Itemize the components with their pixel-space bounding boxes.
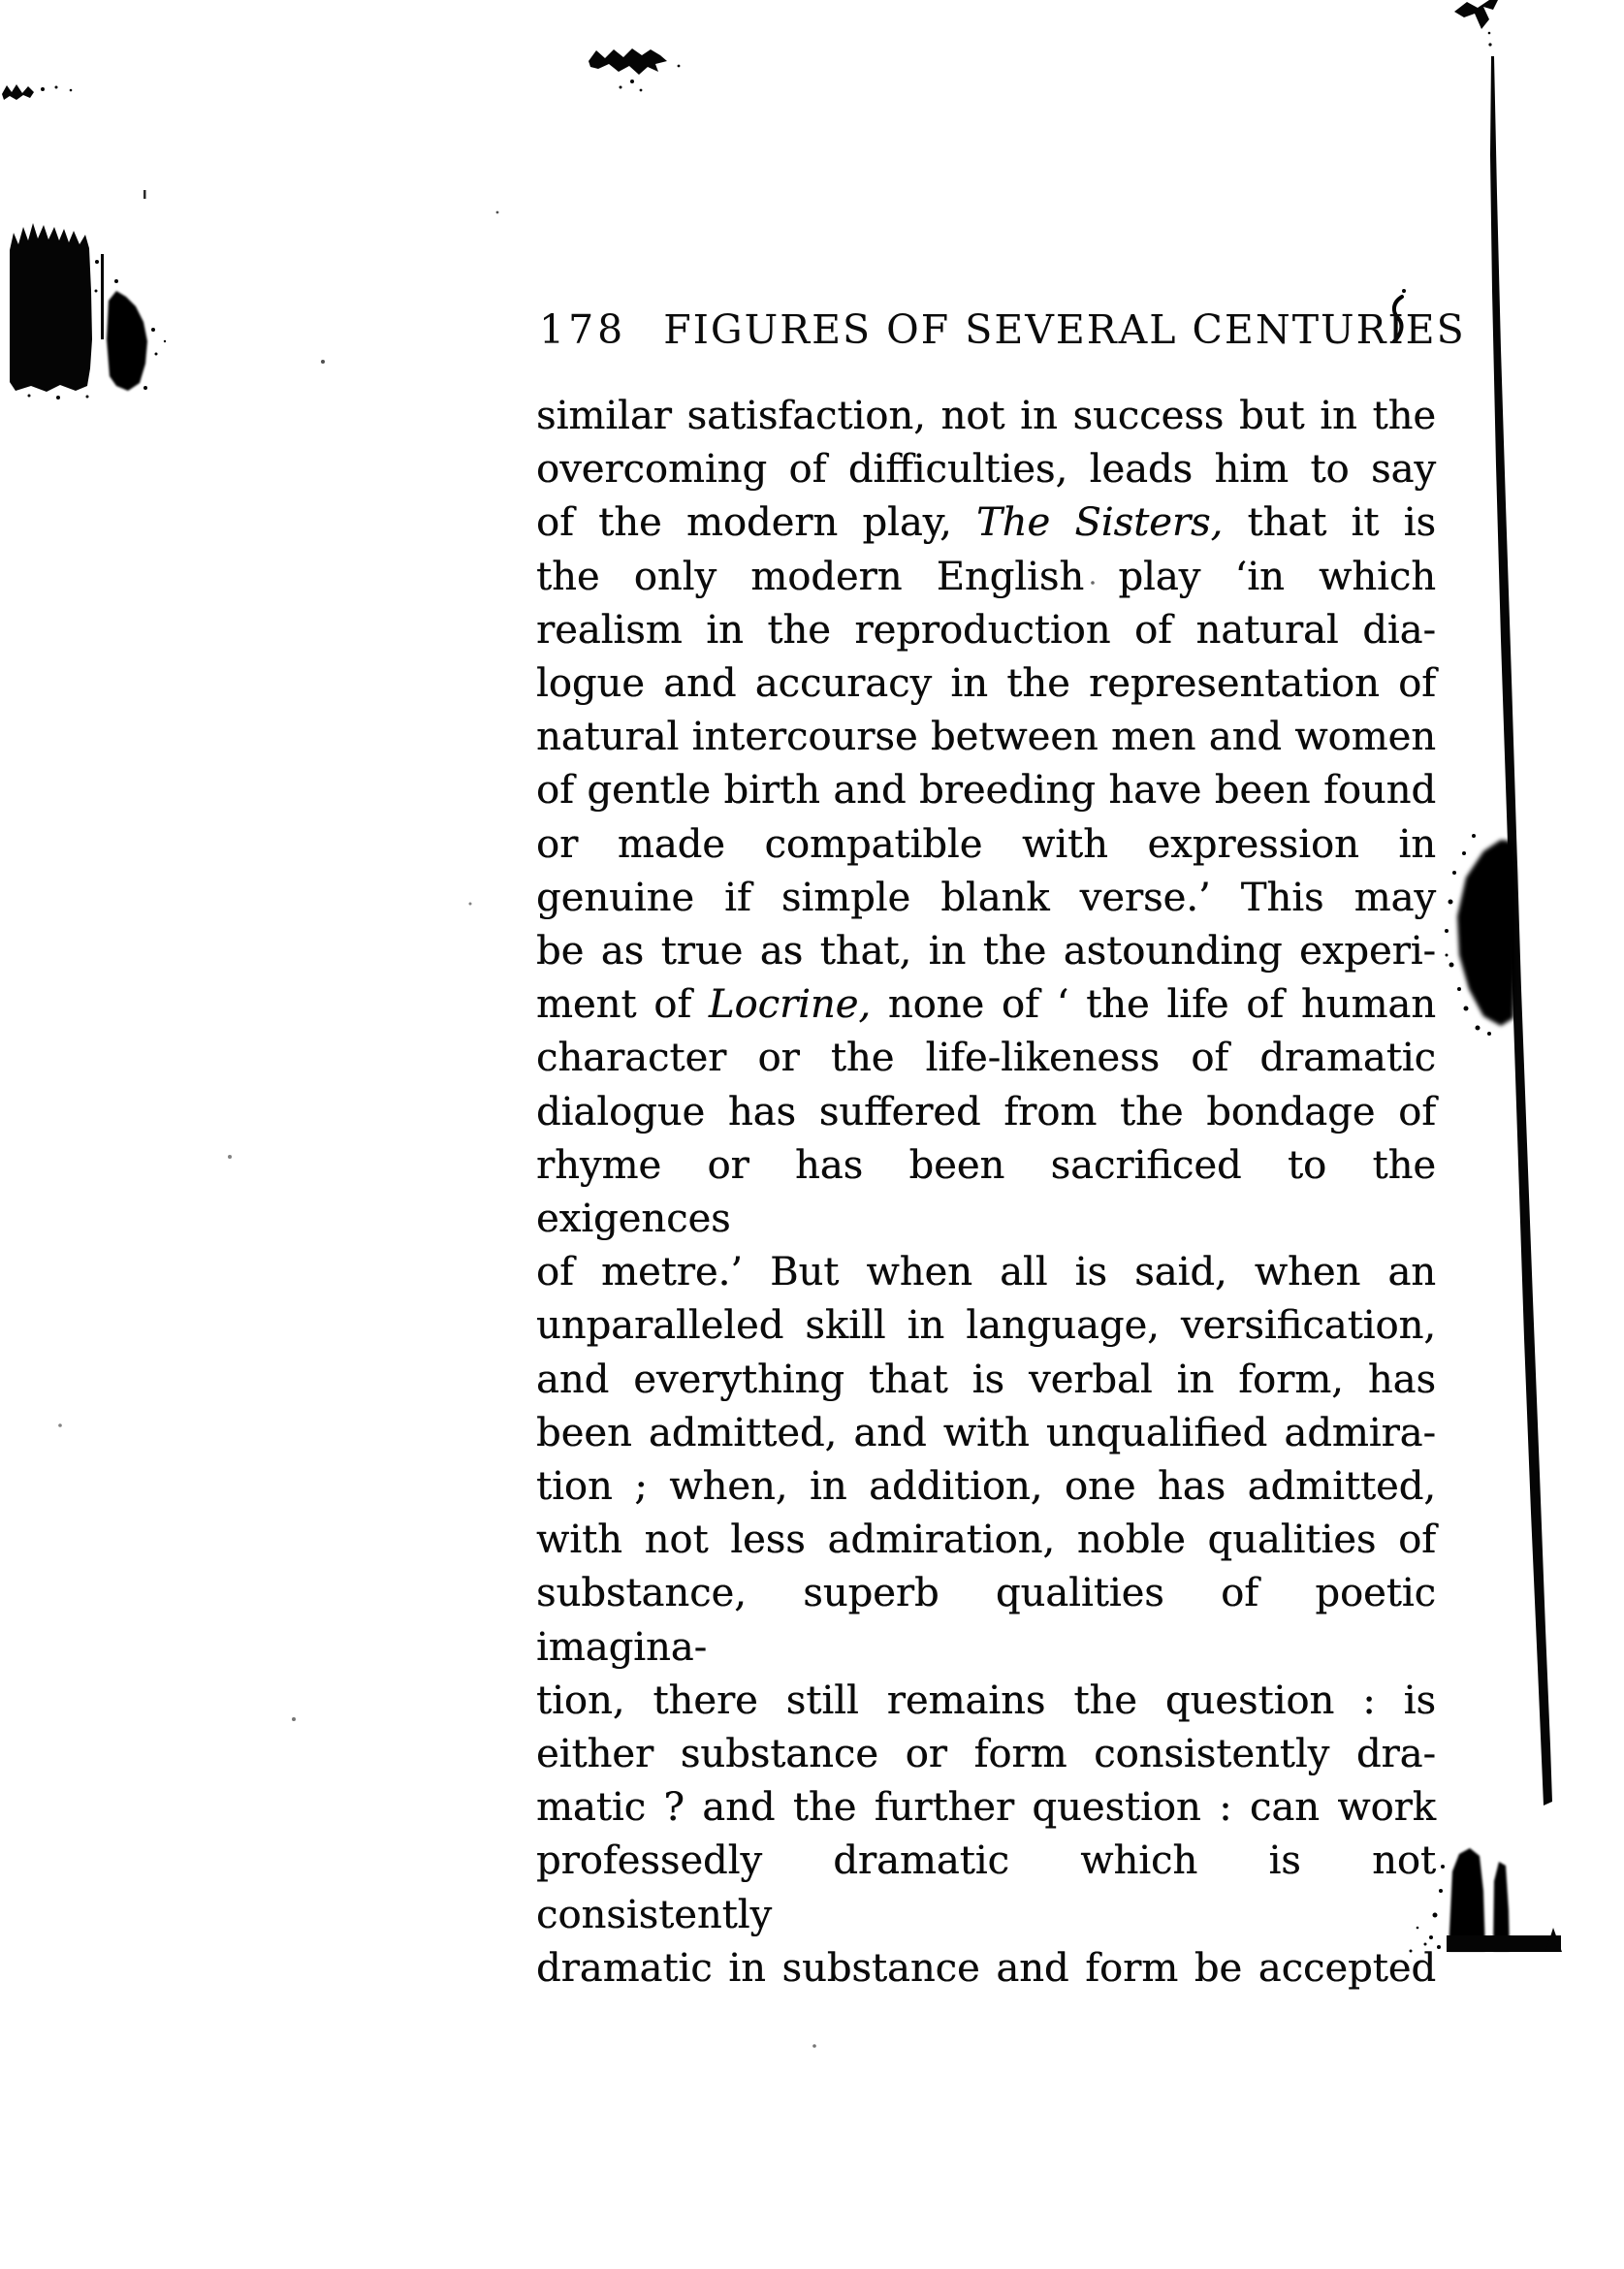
- text-segment: overcoming of difficulties, leads him to say: [536, 447, 1436, 493]
- running-title: FIGURES OF SEVERAL CENTURIES: [663, 306, 1466, 353]
- text-line: [536, 1407, 1436, 1460]
- text-segment: tion ; when, in addition, one has admitted,: [536, 1464, 1436, 1510]
- text-line: [536, 1246, 1436, 1299]
- text-segment: natural intercourse between men and women: [536, 715, 1436, 760]
- text-line: [536, 1086, 1436, 1139]
- text-segment: professedly dramatic which is not consistently: [536, 1838, 1436, 1937]
- text-segment: either substance or form consistently dra-: [536, 1732, 1436, 1777]
- text-line: [536, 1299, 1436, 1353]
- text-segment: ment of: [536, 982, 709, 1028]
- text-line: [536, 443, 1436, 496]
- text-line: [536, 1032, 1436, 1085]
- text-line: [536, 1354, 1436, 1407]
- text-line: [536, 872, 1436, 925]
- body-text: [536, 390, 1436, 1996]
- text-segment: genuine if simple blank verse.’ This may: [536, 875, 1436, 920]
- text-segment: the only modern English play ‘in which: [536, 554, 1436, 599]
- right-margin-ink-blot: [1445, 834, 1515, 1036]
- text-line: [536, 711, 1436, 764]
- page-header: [539, 306, 1466, 353]
- text-line: [536, 1139, 1436, 1246]
- text-segment: that it is: [1223, 500, 1436, 546]
- text-segment: and everything that is verbal in form, has: [536, 1357, 1436, 1402]
- text-line: [536, 604, 1436, 657]
- text-segment: of the modern play,: [536, 500, 976, 546]
- text-line: [536, 1781, 1436, 1835]
- text-line: [536, 818, 1436, 872]
- text-segment: unparalleled skill in language, versification,: [536, 1303, 1436, 1349]
- text-segment: dialogue has suffered from the bondage of: [536, 1089, 1436, 1134]
- text-line: [536, 1728, 1436, 1781]
- text-segment: substance, superb qualities of poetic imagina-: [536, 1571, 1436, 1670]
- text-line: [536, 1835, 1436, 1941]
- text-segment: of metre.’ But when all is said, when an: [536, 1250, 1436, 1295]
- text-line: [536, 657, 1436, 711]
- italic-text-segment: The Sisters,: [975, 500, 1224, 546]
- text-line: [536, 390, 1436, 443]
- text-segment: logue and accuracy in the representation of: [536, 661, 1436, 707]
- left-margin-ink-blot: [10, 223, 166, 399]
- italic-text-segment: Locrine,: [708, 982, 872, 1028]
- text-segment: of gentle birth and breeding have been found: [536, 768, 1436, 814]
- text-line: [536, 1942, 1436, 1996]
- text-line: [536, 1514, 1436, 1567]
- text-segment: be as true as that, in the astounding experi-: [536, 929, 1436, 975]
- text-line: [536, 1460, 1436, 1514]
- text-segment: similar satisfaction, not in success but in the: [536, 394, 1436, 438]
- text-line: [536, 1567, 1436, 1674]
- text-segment: rhyme or has been sacrificed to the exigences: [536, 1142, 1436, 1242]
- text-segment: matic ? and the further question : can work: [536, 1785, 1436, 1831]
- text-line: [536, 1675, 1436, 1728]
- text-line: [536, 925, 1436, 978]
- text-segment: character or the life-likeness of dramatic: [536, 1036, 1436, 1081]
- page-number: 178: [539, 306, 627, 353]
- text-line: [536, 551, 1436, 604]
- text-segment: realism in the reproduction of natural dia-: [536, 607, 1436, 653]
- text-segment: been admitted, and with unqualified admira-: [536, 1410, 1436, 1455]
- text-line: [536, 764, 1436, 817]
- text-line: [536, 978, 1436, 1032]
- top-right-hook-mark: [1454, 0, 1498, 47]
- text-segment: dramatic in substance and form be accepted: [536, 1945, 1436, 1991]
- text-segment: or made compatible with expression in: [536, 821, 1436, 867]
- text-segment: none of ‘ the life of human: [871, 982, 1436, 1028]
- top-center-smudge-mark: [589, 48, 680, 91]
- text-segment: with not less admiration, noble qualities of: [536, 1518, 1436, 1563]
- top-left-smudge-mark: [2, 84, 72, 100]
- text-segment: tion, there still remains the question : is: [536, 1678, 1436, 1723]
- text-line: [536, 496, 1436, 550]
